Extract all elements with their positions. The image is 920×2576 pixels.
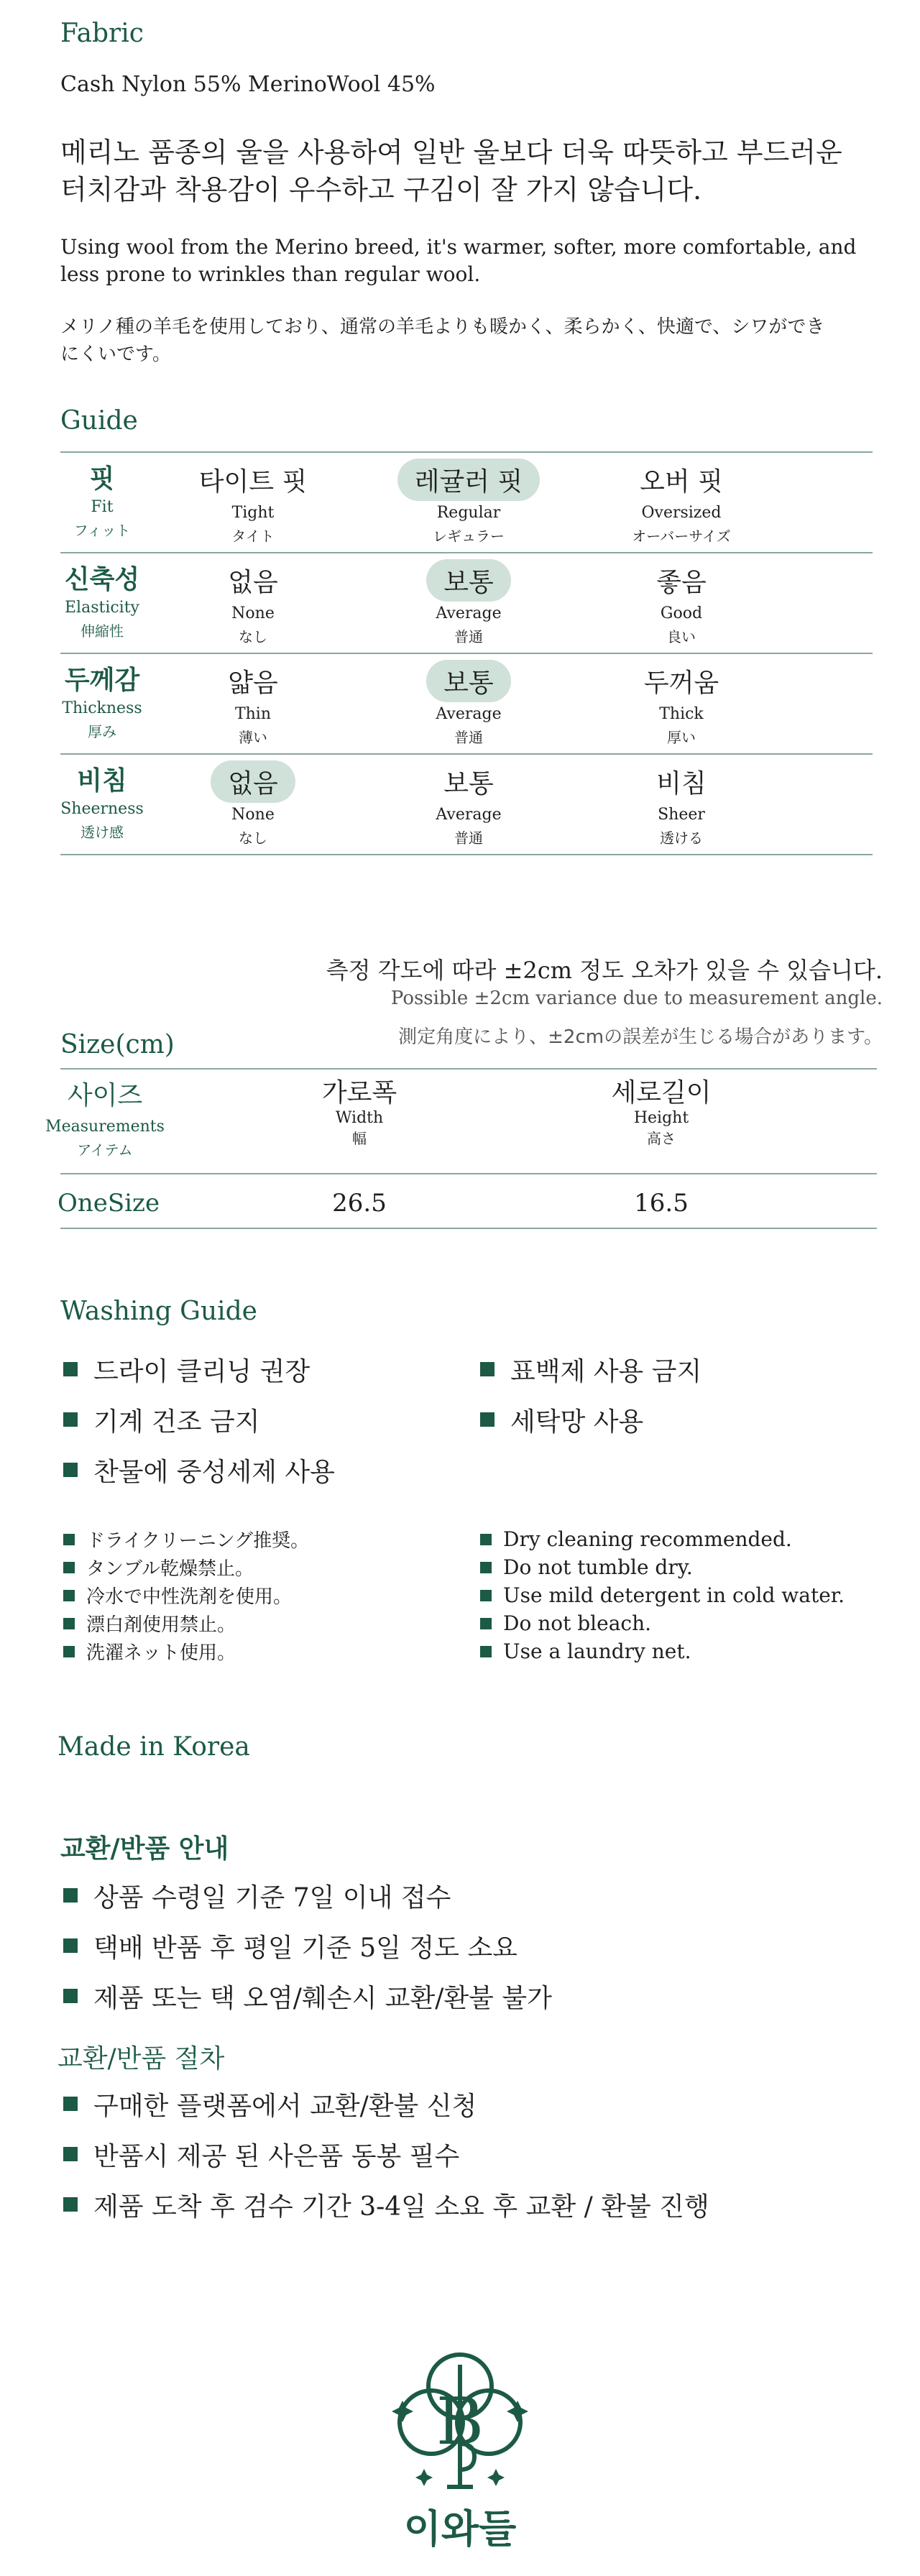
washing-item: 찬물에 중성세제 사용 [63,1445,335,1495]
exchange-process-item: 제품 도착 후 검수 기간 3-4일 소요 후 교환 / 환불 진행 [63,2179,709,2230]
bullet-square-icon [63,2147,78,2161]
brand-name: 이와들 [403,2506,517,2552]
washing-item-ja: タンブル乾燥禁止。 [63,1553,309,1581]
size-rule-bottom [60,1228,877,1229]
size-row-height: 16.5 [634,1189,689,1218]
guide-cell: 레귤러 핏 Regular レギュラー [382,459,555,546]
size-note-en: Possible ±2cm variance due to measurement angle. [390,988,883,1009]
guide-row-rule [60,552,873,553]
bullet-square-icon [63,1463,78,1477]
guide-cell: 비침 Sheer 透ける [656,769,707,847]
size-col-width: 가로폭 Width 幅 [321,1078,397,1147]
size-note-ja: 測定角度により、±2cmの誤差が生じる場合があります。 [398,1026,883,1048]
bullet-square-icon [480,1562,492,1573]
guide-cell: 보통 Average 普通 [382,660,555,747]
washing-item-en: Use a laundry net. [480,1637,845,1665]
washing-item: 기계 건조 금지 [63,1394,335,1445]
brand-emblem-icon [381,2336,539,2494]
size-heading: Size(cm) [60,1030,175,1059]
guide-rule-top [60,451,873,453]
fabric-desc-en-1: Using wool from the Merino breed, it's warmer, softer, more comfortable, and [60,235,857,259]
fabric-desc-en-2: less prone to wrinkles than regular wool. [60,262,481,286]
bullet-square-icon [63,2097,78,2111]
bullet-square-icon [63,1646,75,1657]
guide-cell: 보통 Average 普通 [382,559,555,646]
exchange-heading: 교환/반품 안내 [60,1834,229,1864]
exchange-item: 택배 반품 후 평일 기준 5일 정도 소요 [63,1920,552,1971]
size-note-ko: 측정 각도에 따라 ±2cm 정도 오차가 있을 수 있습니다. [326,957,883,984]
bullet-square-icon [480,1534,492,1545]
guide-cell: 타이트 핏 Tight タイト [198,467,308,545]
bullet-square-icon [63,1938,78,1953]
bullet-square-icon [63,1989,78,2003]
bullet-square-icon [63,1618,75,1629]
guide-cell: 좋음 Good 良い [656,568,707,645]
size-rule-top [60,1068,877,1070]
bullet-square-icon [480,1412,494,1427]
size-rule-mid [60,1173,877,1174]
guide-cell: 보통 Average 普通 [436,769,502,847]
bullet-square-icon [63,2197,78,2212]
guide-row-label: 비침 Sheerness 透け感 [60,765,144,841]
size-col-height: 세로길이 Height 高さ [611,1078,712,1147]
guide-row-label: 두께감 Thickness 厚み [62,665,142,740]
washing-en-list [480,1525,845,1665]
exchange-list [63,1870,552,2021]
bullet-square-icon [480,1646,492,1657]
guide-heading: Guide [60,406,138,436]
washing-item-en: Use mild detergent in cold water. [480,1581,845,1609]
guide-cell: 오버 핏 Oversized オーバーサイズ [632,467,731,545]
washing-item-ja: 漂白剤使用禁止。 [63,1609,309,1637]
washing-heading: Washing Guide [60,1297,257,1326]
washing-item: 드라이 클리닝 권장 [63,1344,335,1394]
exchange-process-item: 구매한 플랫폼에서 교환/환불 신청 [63,2079,709,2129]
guide-cell: 두꺼움 Thick 厚い [643,668,719,746]
exchange-process-item: 반품시 제공 된 사은품 동봉 필수 [63,2129,709,2179]
washing-ja-list [63,1525,309,1665]
exchange-process-heading: 교환/반품 절차 [58,2044,225,2074]
washing-item: 세탁망 사용 [480,1394,702,1445]
bullet-square-icon [63,1888,78,1903]
fabric-composition: Cash Nylon 55% MerinoWool 45% [60,72,436,97]
bullet-square-icon [480,1590,492,1601]
origin-label: Made in Korea [58,1732,250,1762]
guide-row-rule [60,854,873,855]
fabric-heading: Fabric [60,19,144,48]
bullet-square-icon [63,1534,75,1545]
bullet-square-icon [63,1590,75,1601]
size-col-measurements: 사이즈 Measurements アイテム [45,1081,165,1159]
guide-row-rule [60,653,873,654]
bullet-square-icon [63,1562,75,1573]
fabric-desc-ja-1: メリノ種の羊毛を使用しており、通常の羊毛よりも暖かく、柔らかく、快適で、シワができ [60,316,825,338]
svg-text:B: B [436,2384,484,2460]
size-row-label: OneSize [58,1189,160,1218]
washing-ko-left [63,1344,335,1495]
bullet-square-icon [63,1362,78,1376]
fabric-desc-ja-2: にくいです。 [60,344,171,365]
exchange-item: 제품 또는 택 오염/훼손시 교환/환불 불가 [63,1971,552,2021]
size-row-width: 26.5 [332,1189,387,1218]
fabric-desc-ko-2: 터치감과 착용감이 우수하고 구김이 잘 가지 않습니다. [60,174,702,206]
fabric-desc-ko-1: 메리노 품종의 울을 사용하여 일반 울보다 더욱 따뜻하고 부드러운 [60,137,842,168]
washing-item-en: Dry cleaning recommended. [480,1525,845,1553]
guide-cell: 없음 None なし [228,568,278,645]
guide-cell: 없음 None なし [167,760,339,847]
guide-cell: 얇음 Thin 薄い [228,668,278,746]
guide-row-label: 핏 Fit フィット [73,464,131,539]
washing-item: 표백제 사용 금지 [480,1344,702,1394]
washing-item-ja: 洗濯ネット使用。 [63,1637,309,1665]
guide-row-rule [60,753,873,755]
bullet-square-icon [480,1362,494,1376]
bullet-square-icon [480,1618,492,1629]
guide-row-label: 신축성 Elasticity 伸縮性 [64,564,140,640]
bullet-square-icon [63,1412,78,1427]
washing-item-ja: ドライクリーニング推奨。 [63,1525,309,1553]
washing-ko-right [480,1344,702,1445]
washing-item-ja: 冷水で中性洗剤を使用。 [63,1581,309,1609]
washing-item-en: Do not tumble dry. [480,1553,845,1581]
exchange-process-list [63,2079,709,2230]
washing-item-en: Do not bleach. [480,1609,845,1637]
exchange-item: 상품 수령일 기준 7일 이내 접수 [63,1870,552,1920]
